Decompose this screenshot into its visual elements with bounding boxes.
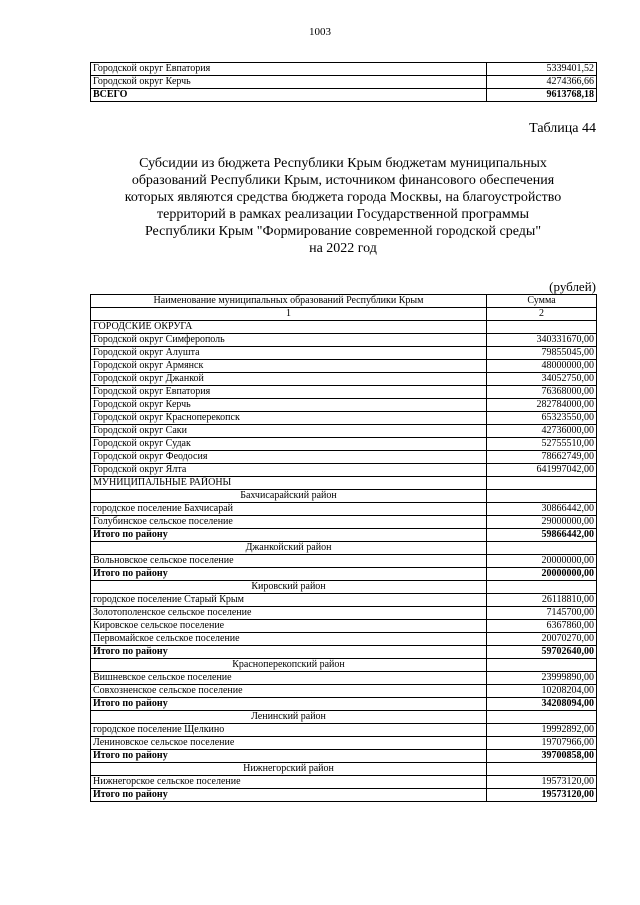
municipality-name-cell: Золотополенское сельское поселение	[91, 607, 487, 620]
municipality-name-cell: Городской округ Алушта	[91, 347, 487, 360]
amount-cell: 282784000,00	[487, 399, 597, 412]
table-row	[91, 347, 597, 360]
district-header-row	[91, 763, 597, 776]
amount-cell: 4274366,66	[487, 76, 597, 89]
district-name-cell: Нижнегорский район	[91, 763, 487, 776]
amount-cell: 42736000,00	[487, 425, 597, 438]
district-name-cell: Кировский район	[91, 581, 487, 594]
section-sum-cell	[487, 477, 597, 490]
municipality-name-cell: Городской округ Саки	[91, 425, 487, 438]
table-row	[91, 360, 597, 373]
municipality-name-cell: Кировское сельское поселение	[91, 620, 487, 633]
municipality-name-cell: Городской округ Джанкой	[91, 373, 487, 386]
municipality-name-cell: Первомайское сельское поселение	[91, 633, 487, 646]
municipality-name-cell: Городской округ Евпатория	[91, 63, 487, 76]
table-row	[91, 503, 597, 516]
total-row	[91, 789, 597, 802]
table-row	[91, 607, 597, 620]
table-row	[91, 386, 597, 399]
title-line: Субсидии из бюджета Республики Крым бюджетам муниципальных	[139, 156, 547, 171]
header-name-cell: Наименование муниципальных образований Республики Крым	[91, 295, 487, 308]
title-line: Республики Крым "Формирование современной городской среды"	[144, 224, 542, 239]
amount-cell: 20070270,00	[487, 633, 597, 646]
district-name-cell: Джанкойский район	[91, 542, 487, 555]
amount-cell: 29000000,00	[487, 516, 597, 529]
amount-cell: 23999890,00	[487, 672, 597, 685]
total-row	[91, 646, 597, 659]
municipality-name-cell: Городской округ Керчь	[91, 399, 487, 412]
table-row	[91, 594, 597, 607]
title-line: территорий в рамках реализации Государственной программы	[157, 207, 529, 222]
amount-cell: 10208204,00	[487, 685, 597, 698]
table-row	[91, 63, 597, 76]
district-sum-cell	[487, 659, 597, 672]
municipality-name-cell: городское поселение Бахчисарай	[91, 503, 487, 516]
title-line: образований Республики Крым, источником финансового обеспечения	[131, 173, 555, 188]
district-sum-cell	[487, 711, 597, 724]
table-row	[91, 373, 597, 386]
table-row	[91, 776, 597, 789]
municipality-name-cell: Городской округ Красноперекопск	[91, 412, 487, 425]
total-sum-cell: 20000000,00	[487, 568, 597, 581]
column-number-1: 1	[91, 308, 487, 321]
previous-table-continuation	[90, 62, 597, 102]
table-label: Таблица 44	[529, 121, 596, 136]
district-sum-cell	[487, 763, 597, 776]
total-sum-cell: 9613768,18	[487, 89, 597, 102]
total-label-cell: Итого по району	[91, 646, 487, 659]
total-sum-cell: 59866442,00	[487, 529, 597, 542]
amount-cell: 19707966,00	[487, 737, 597, 750]
municipality-name-cell: Городской округ Армянск	[91, 360, 487, 373]
subsidy-table	[90, 294, 597, 802]
municipality-name-cell: Городской округ Симферополь	[91, 334, 487, 347]
amount-cell: 20000000,00	[487, 555, 597, 568]
district-sum-cell	[487, 581, 597, 594]
total-sum-cell: 59702640,00	[487, 646, 597, 659]
amount-cell: 7145700,00	[487, 607, 597, 620]
amount-cell: 48000000,00	[487, 360, 597, 373]
page-number: 1003	[309, 26, 331, 38]
table-header-row	[91, 295, 597, 308]
total-row	[91, 698, 597, 711]
municipality-name-cell: городское поселение Щелкино	[91, 724, 487, 737]
district-sum-cell	[487, 542, 597, 555]
amount-cell: 26118810,00	[487, 594, 597, 607]
total-sum-cell: 19573120,00	[487, 789, 597, 802]
table-row	[91, 516, 597, 529]
district-header-row	[91, 490, 597, 503]
table-row	[91, 633, 597, 646]
title-line: на 2022 год	[309, 241, 377, 256]
municipality-name-cell: Голубинское сельское поселение	[91, 516, 487, 529]
municipality-name-cell: Вишневское сельское поселение	[91, 672, 487, 685]
total-sum-cell: 39700858,00	[487, 750, 597, 763]
total-row	[91, 750, 597, 763]
district-sum-cell	[487, 490, 597, 503]
total-label-cell: Итого по району	[91, 698, 487, 711]
district-name-cell: Ленинский район	[91, 711, 487, 724]
table-row	[91, 737, 597, 750]
total-label-cell: Итого по району	[91, 568, 487, 581]
column-number-row	[91, 308, 597, 321]
table-row	[91, 464, 597, 477]
municipality-name-cell: Городской округ Евпатория	[91, 386, 487, 399]
amount-cell: 65323550,00	[487, 412, 597, 425]
units-label: (рублей)	[549, 279, 596, 294]
amount-cell: 78662749,00	[487, 451, 597, 464]
amount-cell: 76368000,00	[487, 386, 597, 399]
amount-cell: 340331670,00	[487, 334, 597, 347]
document-title	[90, 155, 596, 257]
header-sum-cell: Сумма	[487, 295, 597, 308]
district-name-cell: Красноперекопский район	[91, 659, 487, 672]
section-name-cell: ГОРОДСКИЕ ОКРУГА	[91, 321, 487, 334]
section-header-row	[91, 477, 597, 490]
amount-cell: 52755510,00	[487, 438, 597, 451]
amount-cell: 30866442,00	[487, 503, 597, 516]
municipality-name-cell: Городской округ Феодосия	[91, 451, 487, 464]
municipality-name-cell: Городской округ Ялта	[91, 464, 487, 477]
section-name-cell: МУНИЦИПАЛЬНЫЕ РАЙОНЫ	[91, 477, 487, 490]
amount-cell: 6367860,00	[487, 620, 597, 633]
district-header-row	[91, 542, 597, 555]
amount-cell: 34052750,00	[487, 373, 597, 386]
total-label-cell: Итого по району	[91, 529, 487, 542]
total-row	[91, 568, 597, 581]
title-line: которых являются средства бюджета города Москвы, на благоустройство	[124, 190, 562, 205]
column-number-2: 2	[487, 308, 597, 321]
table-row	[91, 555, 597, 568]
table-row	[91, 438, 597, 451]
table-row	[91, 685, 597, 698]
table-row	[91, 724, 597, 737]
municipality-name-cell: Нижнегорское сельское поселение	[91, 776, 487, 789]
total-row	[91, 529, 597, 542]
district-header-row	[91, 711, 597, 724]
table-row	[91, 76, 597, 89]
district-name-cell: Бахчисарайский район	[91, 490, 487, 503]
table-row	[91, 672, 597, 685]
amount-cell: 19992892,00	[487, 724, 597, 737]
municipality-name-cell: Вольновское сельское поселение	[91, 555, 487, 568]
municipality-name-cell: Городской округ Судак	[91, 438, 487, 451]
municipality-name-cell: Совхозненское сельское поселение	[91, 685, 487, 698]
municipality-name-cell: городское поселение Старый Крым	[91, 594, 487, 607]
section-sum-cell	[487, 321, 597, 334]
amount-cell: 5339401,52	[487, 63, 597, 76]
table-row	[91, 425, 597, 438]
municipality-name-cell: Городской округ Керчь	[91, 76, 487, 89]
total-label-cell: ВСЕГО	[91, 89, 487, 102]
amount-cell: 19573120,00	[487, 776, 597, 789]
section-header-row	[91, 321, 597, 334]
total-row	[91, 89, 597, 102]
amount-cell: 79855045,00	[487, 347, 597, 360]
table-row	[91, 334, 597, 347]
table-row	[91, 412, 597, 425]
municipality-name-cell: Лениновское сельское поселение	[91, 737, 487, 750]
total-label-cell: Итого по району	[91, 750, 487, 763]
total-sum-cell: 34208094,00	[487, 698, 597, 711]
total-label-cell: Итого по району	[91, 789, 487, 802]
table-row	[91, 451, 597, 464]
table-row	[91, 399, 597, 412]
district-header-row	[91, 659, 597, 672]
table-row	[91, 620, 597, 633]
amount-cell: 641997042,00	[487, 464, 597, 477]
district-header-row	[91, 581, 597, 594]
